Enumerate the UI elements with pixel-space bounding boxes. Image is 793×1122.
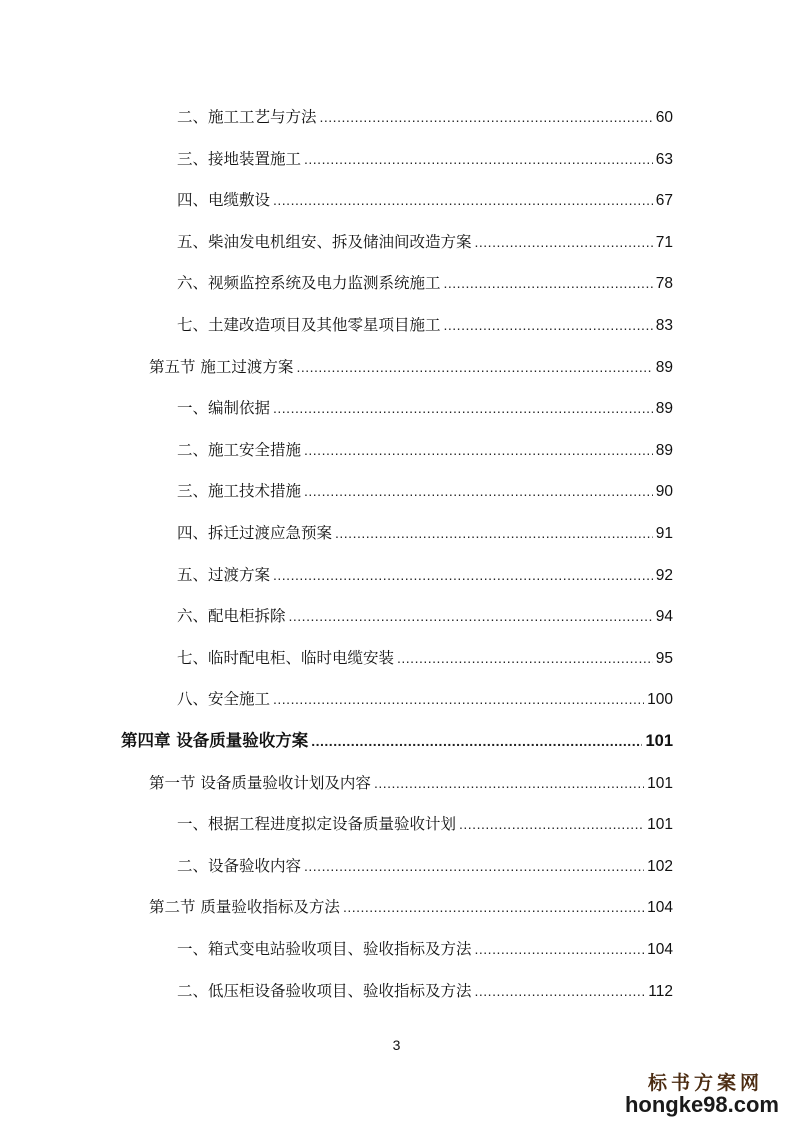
toc-entry-label: 八、安全施工	[177, 690, 271, 708]
toc-leader-dots	[273, 564, 653, 586]
toc-leader-dots	[343, 896, 644, 918]
toc-entry-item[interactable]	[177, 148, 673, 171]
toc-entry-page: 104	[647, 899, 673, 916]
toc-leader-dots	[459, 813, 644, 835]
toc-leader-dots	[374, 772, 644, 794]
toc-entry-page: 67	[655, 192, 673, 209]
toc-leader-dots	[320, 106, 653, 128]
toc-entry-page: 94	[655, 608, 673, 625]
toc-entry-label: 二、施工工艺与方法	[177, 108, 317, 126]
toc-leader-dots	[289, 605, 653, 627]
toc-entry-page: 89	[655, 359, 673, 376]
toc-entry-page: 89	[655, 442, 673, 459]
toc-leader-dots	[475, 980, 646, 1002]
toc-entry-page: 92	[655, 567, 673, 584]
toc-entry-label: 一、箱式变电站验收项目、验收指标及方法	[177, 940, 472, 958]
toc-entry-page: 63	[655, 151, 673, 168]
toc-entry-item[interactable]	[177, 106, 673, 129]
toc-entry-item[interactable]	[177, 522, 673, 545]
toc-entry-page: 95	[655, 650, 673, 667]
toc-entry-item[interactable]	[177, 189, 673, 212]
toc-entry-page: 60	[655, 109, 673, 126]
toc-entry-section[interactable]	[149, 772, 673, 795]
toc-entry-label: 一、根据工程进度拟定设备质量验收计划	[177, 815, 457, 833]
toc-entry-item[interactable]	[177, 980, 673, 1003]
toc-entry-section[interactable]	[149, 896, 673, 919]
toc-leader-dots	[335, 522, 653, 544]
toc-entry-label: 六、视频监控系统及电力监测系统施工	[177, 274, 441, 292]
toc-entry-page: 102	[647, 858, 673, 875]
toc-entry-label: 七、土建改造项目及其他零星项目施工	[177, 316, 441, 334]
toc-entry-page: 83	[655, 317, 673, 334]
toc-leader-dots	[304, 480, 653, 502]
toc-entry-item[interactable]	[177, 480, 673, 503]
toc-entry-label: 二、低压柜设备验收项目、验收指标及方法	[177, 982, 472, 1000]
watermark-url: hongke98.com	[624, 1092, 779, 1117]
toc-entry-item[interactable]	[177, 314, 673, 337]
toc-entry-item[interactable]	[177, 855, 673, 878]
toc-leader-dots	[304, 148, 653, 170]
toc-leader-dots	[397, 647, 653, 669]
toc-entry-page: 71	[655, 234, 673, 251]
toc-leader-dots	[311, 730, 642, 752]
toc-entry-item[interactable]	[177, 272, 673, 295]
toc-entry-item[interactable]	[177, 231, 673, 254]
toc-entry-page: 101	[645, 732, 673, 750]
toc-entry-label: 第二节 质量验收指标及方法	[149, 898, 340, 916]
toc-leader-dots	[304, 855, 644, 877]
watermark-chinese: 标书方案网	[647, 1072, 763, 1094]
toc-entry-page: 90	[655, 483, 673, 500]
toc-entry-page: 101	[647, 775, 673, 792]
toc-entry-page: 91	[655, 525, 673, 542]
toc-entry-page: 104	[647, 941, 673, 958]
toc-entry-page: 78	[655, 275, 673, 292]
toc-entry-section[interactable]	[149, 356, 673, 379]
toc-entry-label: 二、设备验收内容	[177, 857, 302, 875]
toc-leader-dots	[304, 439, 653, 461]
toc-entry-item[interactable]	[177, 938, 673, 961]
toc-leader-dots	[273, 189, 653, 211]
toc-entry-page: 112	[648, 983, 673, 1000]
toc-entry-label: 四、拆迁过渡应急预案	[177, 524, 333, 542]
toc-entry-label: 六、配电柜拆除	[177, 607, 286, 625]
toc-entry-label: 第四章 设备质量验收方案	[121, 731, 309, 750]
toc-entry-item[interactable]	[177, 397, 673, 420]
toc-leader-dots	[273, 688, 644, 710]
toc-leader-dots	[296, 356, 652, 378]
toc-entry-page: 100	[647, 691, 673, 708]
toc-entry-chapter[interactable]	[121, 730, 673, 752]
toc-entry-label: 五、过渡方案	[177, 566, 271, 584]
toc-entry-item[interactable]	[177, 813, 673, 836]
toc-entry-label: 一、编制依据	[177, 399, 271, 417]
page-number: 3	[392, 1037, 401, 1053]
toc-entry-label: 第一节 设备质量验收计划及内容	[149, 774, 371, 792]
toc-entry-item[interactable]	[177, 564, 673, 587]
toc-leader-dots	[475, 938, 645, 960]
toc-leader-dots	[444, 314, 653, 336]
toc-entry-item[interactable]	[177, 688, 673, 711]
toc-entry-label: 三、施工技术措施	[177, 482, 302, 500]
toc-entry-page: 101	[647, 816, 673, 833]
toc-entry-label: 七、临时配电柜、临时电缆安装	[177, 649, 395, 667]
toc-entry-item[interactable]	[177, 647, 673, 670]
toc-entry-page: 89	[655, 400, 673, 417]
toc-entry-label: 二、施工安全措施	[177, 441, 302, 459]
toc-leader-dots	[444, 272, 653, 294]
toc-entry-item[interactable]	[177, 605, 673, 628]
toc-leader-dots	[475, 231, 653, 253]
toc-entry-label: 第五节 施工过渡方案	[149, 358, 294, 376]
toc-leader-dots	[273, 397, 653, 419]
toc-entry-label: 三、接地装置施工	[177, 150, 302, 168]
toc-entry-item[interactable]	[177, 439, 673, 462]
toc-entry-label: 五、柴油发电机组安、拆及储油间改造方案	[177, 233, 472, 251]
toc-entry-label: 四、电缆敷设	[177, 191, 271, 209]
